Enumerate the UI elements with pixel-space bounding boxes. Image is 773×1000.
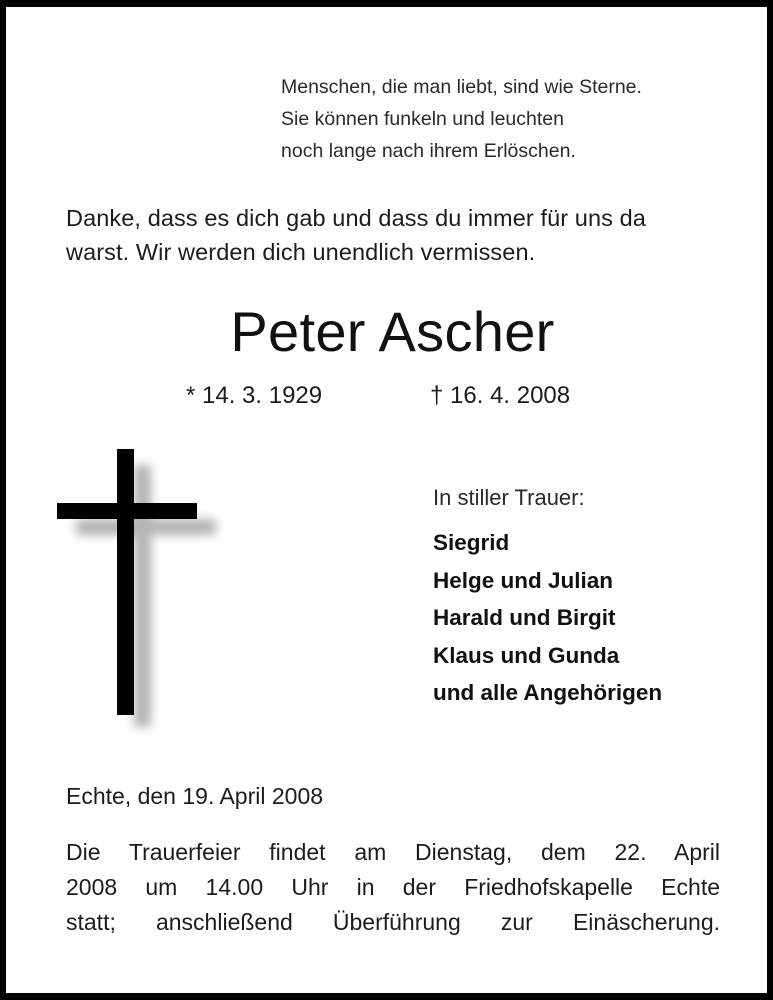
place-date: Echte, den 19. April 2008	[66, 783, 324, 809]
poem-line: Menschen, die man liebt, sind wie Sterne.	[281, 76, 642, 98]
poem-line: Sie können funkeln und leuchten	[281, 108, 564, 130]
deceased-name: Peter Ascher	[230, 300, 555, 363]
mourners-list	[433, 524, 662, 712]
thanks-text	[66, 201, 726, 269]
ceremony-line: 2008 um 14.00 Uhr in der Friedhofskapelle Echte	[66, 874, 720, 900]
mourner-name: Helge und Julian	[433, 567, 614, 593]
mourner-name: und alle Angehörigen	[433, 680, 663, 705]
thanks-line: warst. Wir werden dich unendlich vermissen.	[66, 239, 536, 265]
mourner-name: Siegrid	[433, 530, 510, 555]
cross-shape	[57, 449, 197, 715]
ceremony-line: statt; anschließend Überführung zur Einäscherung.	[66, 909, 720, 935]
death-date: † 16. 4. 2008	[430, 382, 571, 409]
birth-date: * 14. 3. 1929	[186, 382, 323, 409]
poem-line: noch lange nach ihrem Erlöschen.	[281, 140, 576, 162]
mourning-heading: In stiller Trauer:	[433, 485, 585, 510]
ceremony-notice	[66, 835, 720, 940]
mourner-name: Harald und Birgit	[433, 605, 616, 630]
ceremony-line: Die Trauerfeier findet am Dienstag, dem 22. April	[66, 839, 720, 865]
cross-icon	[54, 447, 224, 737]
thanks-line: Danke, dass es dich gab und dass du immer für uns da	[66, 205, 646, 231]
poem-quote	[281, 71, 642, 167]
mourner-name: Klaus und Gunda	[433, 642, 620, 668]
